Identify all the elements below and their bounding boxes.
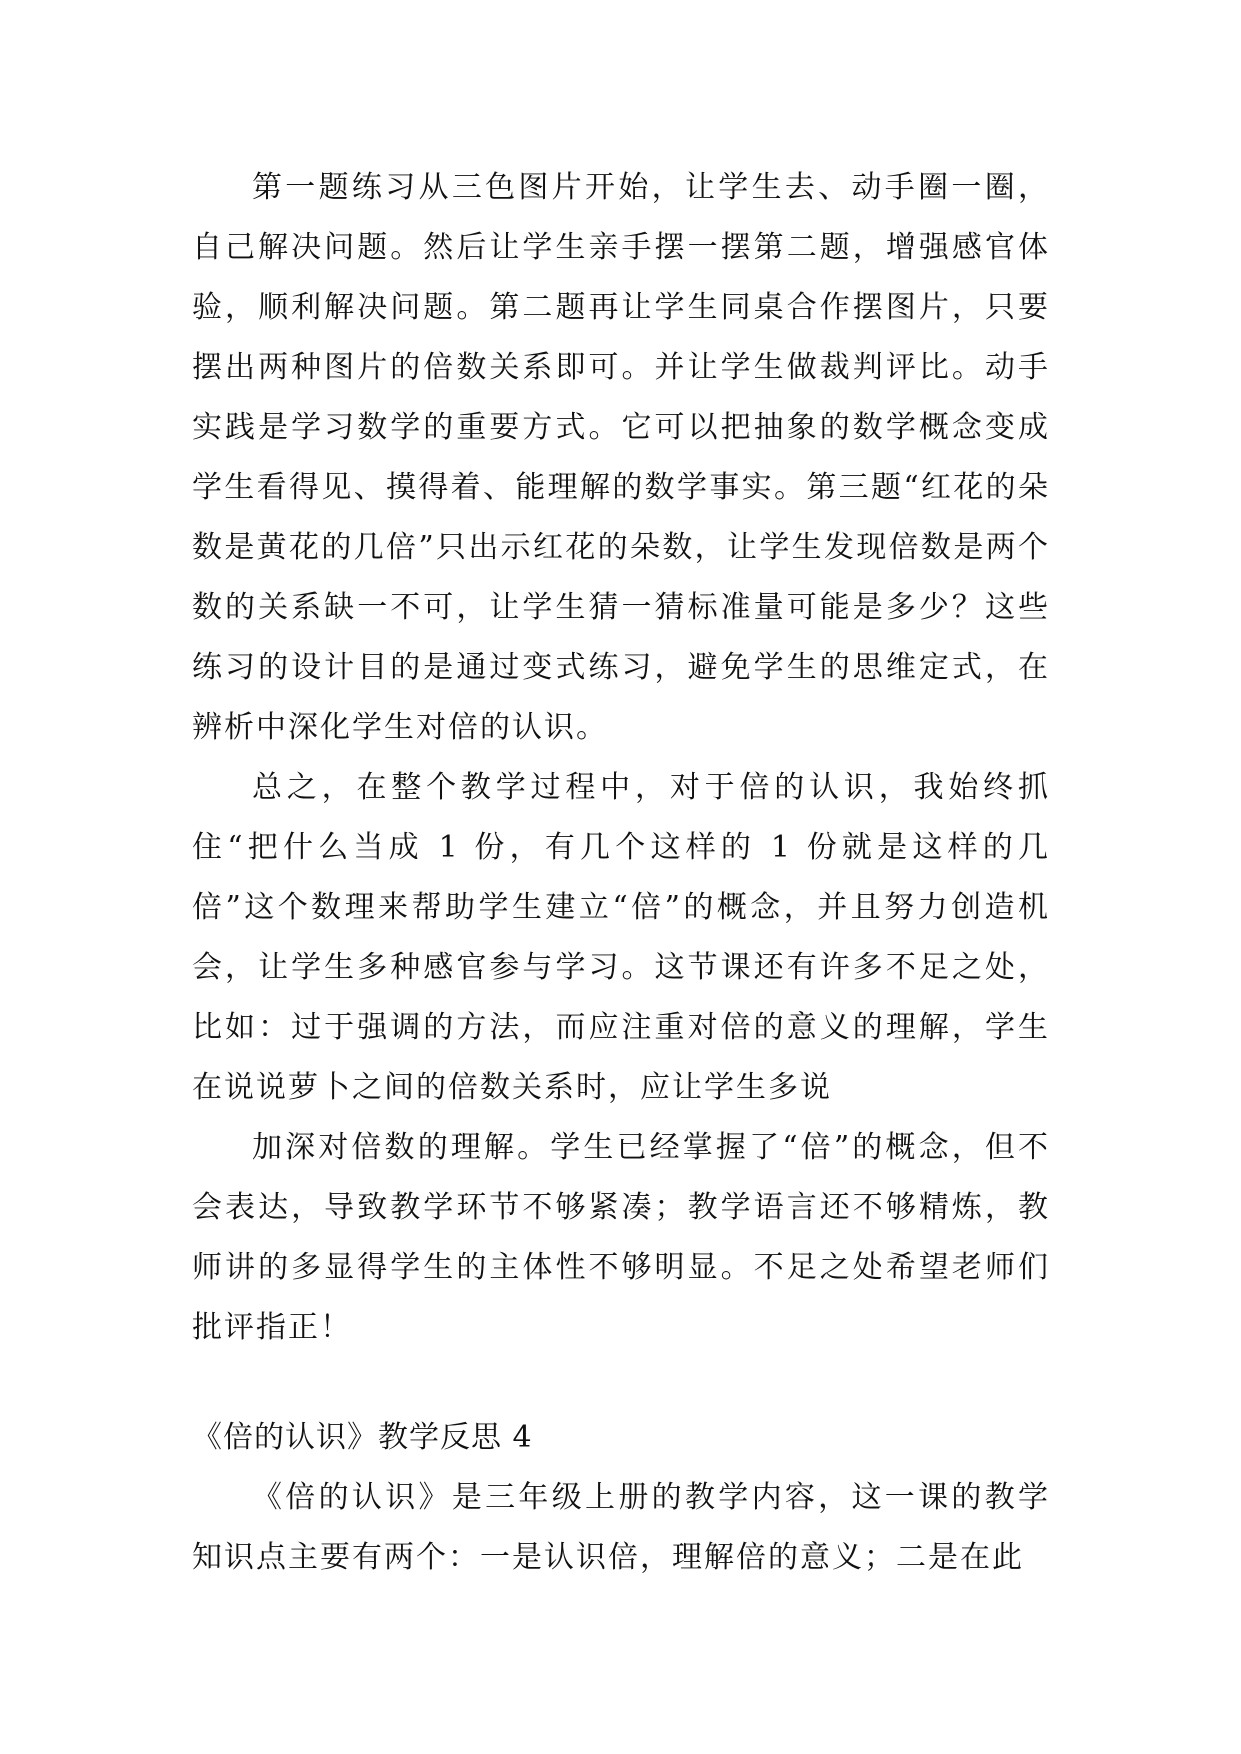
paragraph: 《倍的认识》是三年级上册的教学内容，这一课的教学知识点主要有两个：一是认识倍，理解倍的意义；二是在此: [192, 1480, 1050, 1575]
paragraph: 加深对倍数的理解。学生已经掌握了“倍”的概念，但不会表达，导致教学环节不够紧凑；教学语言还不够精炼，教师讲的多显得学生的主体性不够明显。不足之处希望老师们批评指正！: [192, 1130, 1050, 1345]
section-heading: 《倍的认识》教学反思 4: [192, 1420, 533, 1455]
section-spacer: [192, 1358, 1050, 1408]
document-body: [192, 158, 1050, 1588]
paragraph: 总之，在整个教学过程中，对于倍的认识，我始终抓住“把什么当成 1 份，有几个这样的 1 份就是这样的几倍”这个数理来帮助学生建立“倍”的概念，并且努力创造机会，让学生多种感官参与学习。这节课还有许多不足之处，比如：过于强调的方法，而应注重对倍的意义的理解，学生在说说萝卜之间的倍数关系时，应让学生多说: [192, 770, 1050, 1105]
paragraph: 第一题练习从三色图片开始，让学生去、动手圈一圈，自己解决问题。然后让学生亲手摆一摆第二题，增强感官体验，顺利解决问题。第二题再让学生同桌合作摆图片，只要摆出两种图片的倍数关系即可。并让学生做裁判评比。动手实践是学习数学的重要方式。它可以把抽象的数学概念变成学生看得见、摸得着、能理解的数学事实。第三题“红花的朵数是黄花的几倍”只出示红花的朵数，让学生发现倍数是两个数的关系缺一不可，让学生猜一猜标准量可能是多少？这些练习的设计目的是通过变式练习，避免学生的思维定式，在辨析中深化学生对倍的认识。: [192, 170, 1050, 745]
